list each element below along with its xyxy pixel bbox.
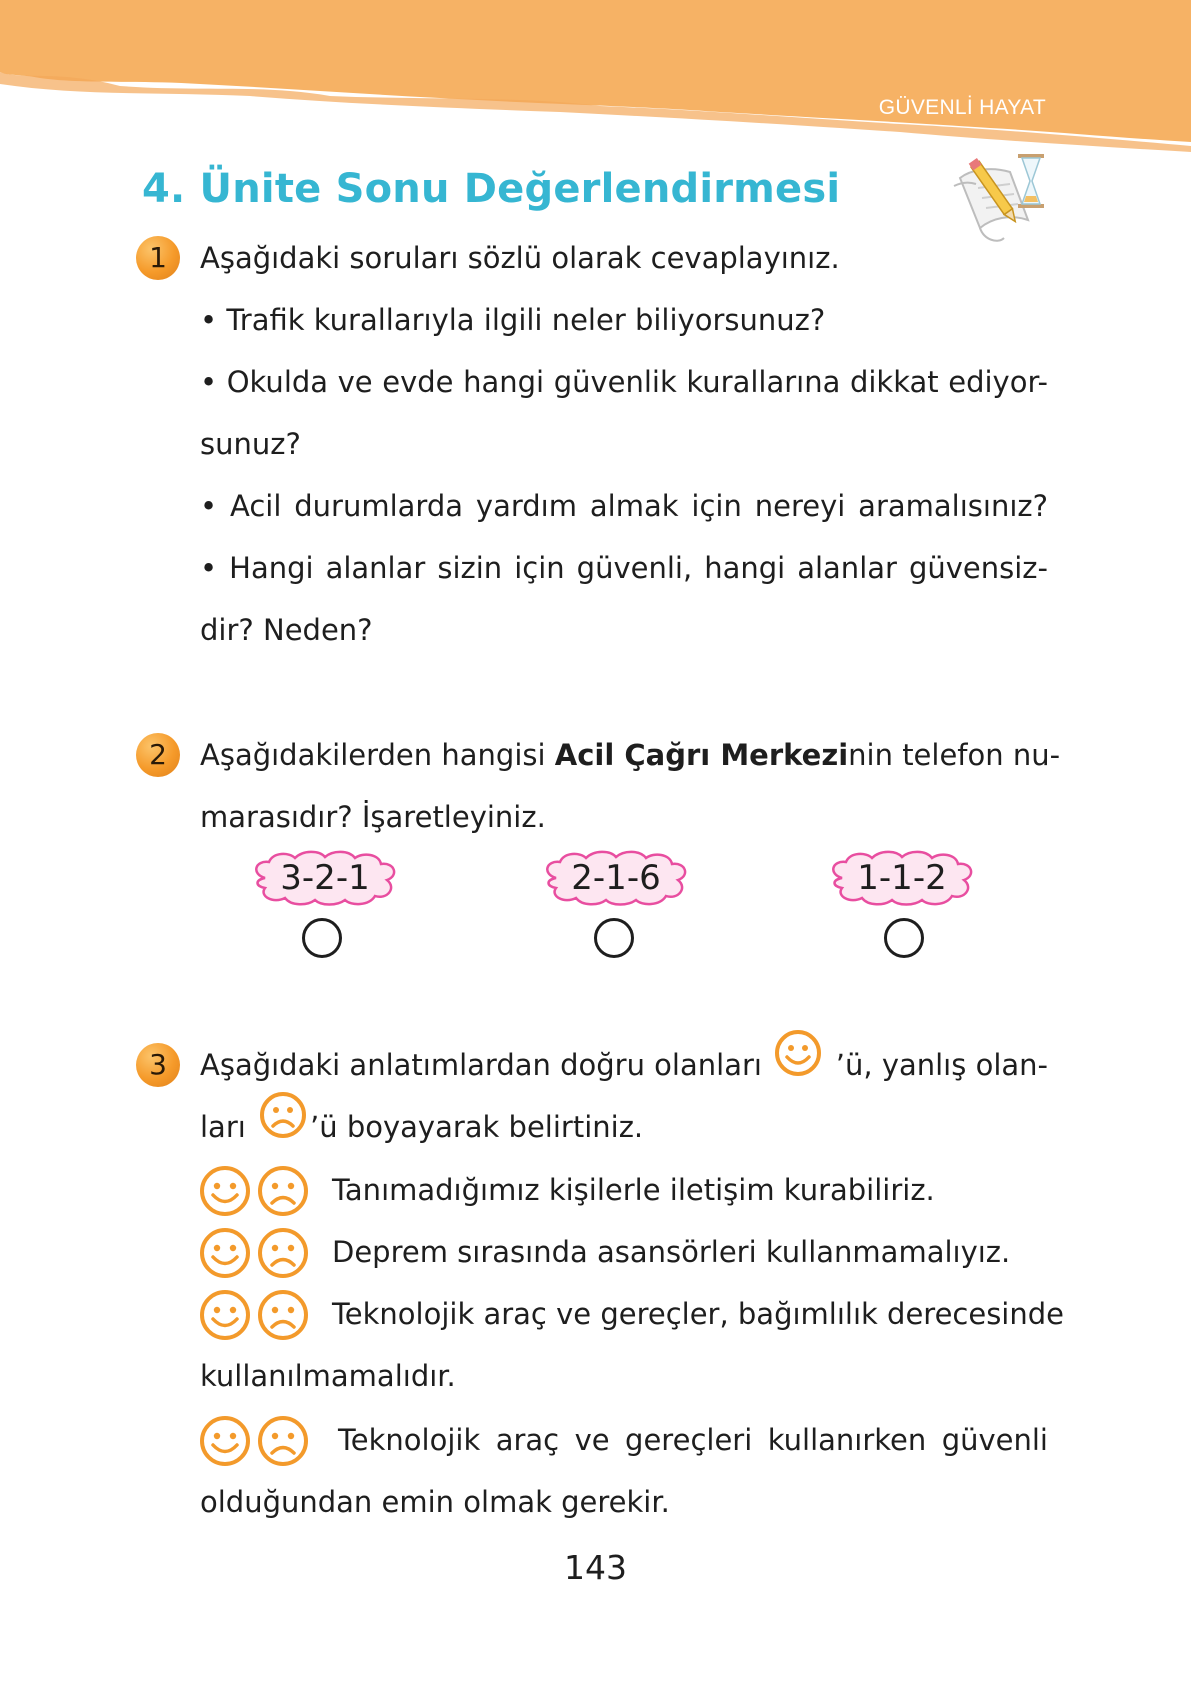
q3-item-3-text: Teknolojik araç ve gereçler, bağımlılık derecesinde xyxy=(332,1297,1064,1331)
section-label: GÜVENLİ HAYAT xyxy=(878,96,1046,119)
happy-face-icon[interactable] xyxy=(198,1164,252,1218)
happy-face-icon[interactable] xyxy=(198,1288,252,1342)
option-cloud-2 xyxy=(536,848,696,908)
q3-item-1-text: Tanımadığımız kişilerle iletişim kurabiliriz. xyxy=(332,1173,935,1207)
q1-bullet-2: • Okulda ve evde hangi güvenlik kurallarına dikkat ediyor- xyxy=(200,365,1048,399)
question-number-2: 2 xyxy=(136,733,180,777)
q2-prompt-bold: Acil Çağrı Merkezi xyxy=(554,738,849,772)
q2-prompt xyxy=(200,735,1061,775)
sad-face-icon xyxy=(258,1090,308,1140)
option-label-2: 2-1-6 xyxy=(571,858,661,898)
q3-prompt-part1: Aşağıdaki anlatımlardan doğru olanları xyxy=(200,1048,762,1082)
happy-face-icon[interactable] xyxy=(198,1226,252,1280)
q1-bullet-4: • Hangi alanlar sizin için güvenli, hangi alanlar güvensiz- xyxy=(200,551,1048,585)
q1-bullet-1: • Trafik kurallarıyla ilgili neler biliyorsunuz? xyxy=(200,303,826,337)
q1-bullet-2-cont: sunuz? xyxy=(200,427,301,461)
header-band xyxy=(0,0,1191,160)
option-cloud-3 xyxy=(822,848,982,908)
q3-prompt-part2: ’ü, yanlış olan- xyxy=(835,1048,1048,1082)
q2-prompt-before: Aşağıdakilerden hangisi xyxy=(200,738,555,772)
q3-item-2-text: Deprem sırasında asansörleri kullanmamalıyız. xyxy=(332,1235,1011,1269)
question-number-3: 3 xyxy=(136,1043,180,1087)
option-label-1: 3-2-1 xyxy=(280,858,370,898)
q3-item-3-text-cont: kullanılmamalıdır. xyxy=(200,1359,456,1393)
sad-face-icon[interactable] xyxy=(256,1288,310,1342)
q2-prompt-line2: marasıdır? İşaretleyiniz. xyxy=(200,800,546,834)
q3-prompt-part3: ları xyxy=(200,1110,246,1144)
q3-item-4-text-cont: olduğundan emin olmak gerekir. xyxy=(200,1485,670,1519)
option-radio-2[interactable] xyxy=(594,918,634,958)
q1-bullet-4-cont: dir? Neden? xyxy=(200,613,373,647)
option-cloud-1 xyxy=(245,848,405,908)
option-radio-1[interactable] xyxy=(302,918,342,958)
q2-prompt-after: nin telefon nu- xyxy=(848,738,1061,772)
q3-prompt-part4: ’ü boyayarak belirtiniz. xyxy=(310,1110,644,1144)
page-title: 4. Ünite Sonu Değerlendirmesi xyxy=(142,166,841,212)
sad-face-icon[interactable] xyxy=(256,1414,310,1468)
happy-face-icon xyxy=(773,1028,823,1078)
paper-pencil-hourglass-icon xyxy=(940,148,1052,248)
sad-face-icon[interactable] xyxy=(256,1164,310,1218)
q3-item-4-text: Teknolojik araç ve gereçleri kullanırken güvenli xyxy=(338,1423,1048,1457)
option-radio-3[interactable] xyxy=(884,918,924,958)
q1-prompt: Aşağıdaki soruları sözlü olarak cevaplayınız. xyxy=(200,241,840,275)
option-label-3: 1-1-2 xyxy=(857,858,947,898)
sad-face-icon[interactable] xyxy=(256,1226,310,1280)
question-number-1: 1 xyxy=(136,236,180,280)
happy-face-icon[interactable] xyxy=(198,1414,252,1468)
q1-bullet-3: • Acil durumlarda yardım almak için nereyi aramalısınız? xyxy=(200,489,1048,523)
page-number: 143 xyxy=(564,1548,627,1587)
